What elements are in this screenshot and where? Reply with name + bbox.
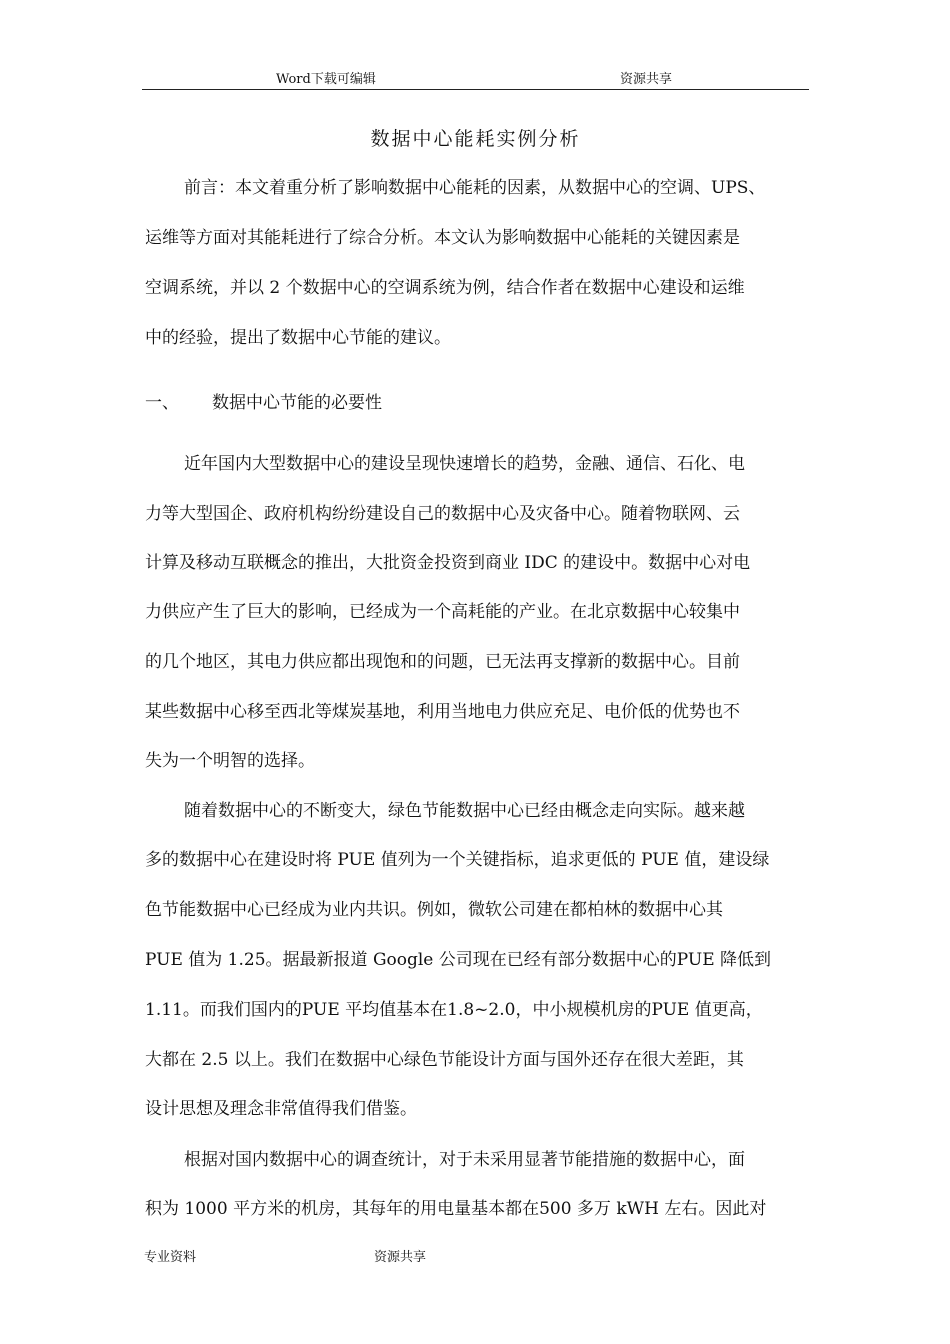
footer-left-text: 专业资料 (144, 1250, 197, 1265)
paragraph3-line: 积为 1000 平方米的机房，其每年的用电量基本都在500 多万 kWH 左右。因此对 (145, 1199, 767, 1219)
header-left-text: Word下载可编辑 (276, 72, 376, 87)
paragraph1-line: 的几个地区，其电力供应都出现饱和的问题，已无法再支撑新的数据中心。目前 (145, 652, 740, 672)
footer-right-text: 资源共享 (374, 1250, 427, 1265)
paragraph1-line: 力供应产生了巨大的影响，已经成为一个高耗能的产业。在北京数据中心较集中 (145, 602, 740, 622)
preface-line: 中的经验，提出了数据中心节能的建议。 (145, 328, 451, 348)
preface-line: 前言：本文着重分析了影响数据中心能耗的因素，从数据中心的空调、UPS、 (184, 178, 766, 198)
paragraph1-line: 失为一个明智的选择。 (145, 751, 315, 771)
paragraph2-line: 随着数据中心的不断变大，绿色节能数据中心已经由概念走向实际。越来越 (184, 801, 745, 821)
paragraph1-line: 近年国内大型数据中心的建设呈现快速增长的趋势，金融、通信、石化、电 (184, 454, 745, 474)
header-divider (142, 89, 809, 90)
paragraph2-line: 设计思想及理念非常值得我们借鉴。 (145, 1099, 417, 1119)
paragraph2-line: 多的数据中心在建设时将 PUE 值列为一个关键指标，追求更低的 PUE 值，建设绿 (145, 850, 770, 870)
paragraph1-line: 计算及移动互联概念的推出，大批资金投资到商业 IDC 的建设中。数据中心对电 (145, 553, 751, 573)
header-right-text: 资源共享 (620, 72, 673, 87)
paragraph1-line: 某些数据中心移至西北等煤炭基地，利用当地电力供应充足、电价低的优势也不 (145, 702, 740, 722)
paragraph2-line: 色节能数据中心已经成为业内共识。例如，微软公司建在都柏林的数据中心其 (145, 900, 723, 920)
paragraph2-line: 大都在 2.5 以上。我们在数据中心绿色节能设计方面与国外还存在很大差距，其 (145, 1050, 744, 1070)
paragraph2-line: PUE 值为 1.25。据最新报道 Google 公司现在已经有部分数据中心的PUE 降低到 (145, 950, 772, 970)
preface-line: 运维等方面对其能耗进行了综合分析。本文认为影响数据中心能耗的关键因素是 (145, 228, 740, 248)
paragraph2-line: 1.11。而我们国内的PUE 平均值基本在1.8~2.0，中小规模机房的PUE 值更高， (145, 1000, 763, 1020)
section-heading: 数据中心节能的必要性 (212, 393, 382, 413)
paragraph3-line: 根据对国内数据中心的调查统计，对于未采用显著节能措施的数据中心，面 (184, 1150, 745, 1170)
section-number: 一、 (145, 393, 179, 413)
paragraph1-line: 力等大型国企、政府机构纷纷建设自己的数据中心及灾备中心。随着物联网、云 (145, 504, 740, 524)
document-title: 数据中心能耗实例分析 (370, 128, 581, 150)
preface-line: 空调系统，并以 2 个数据中心的空调系统为例，结合作者在数据中心建设和运维 (145, 278, 745, 298)
